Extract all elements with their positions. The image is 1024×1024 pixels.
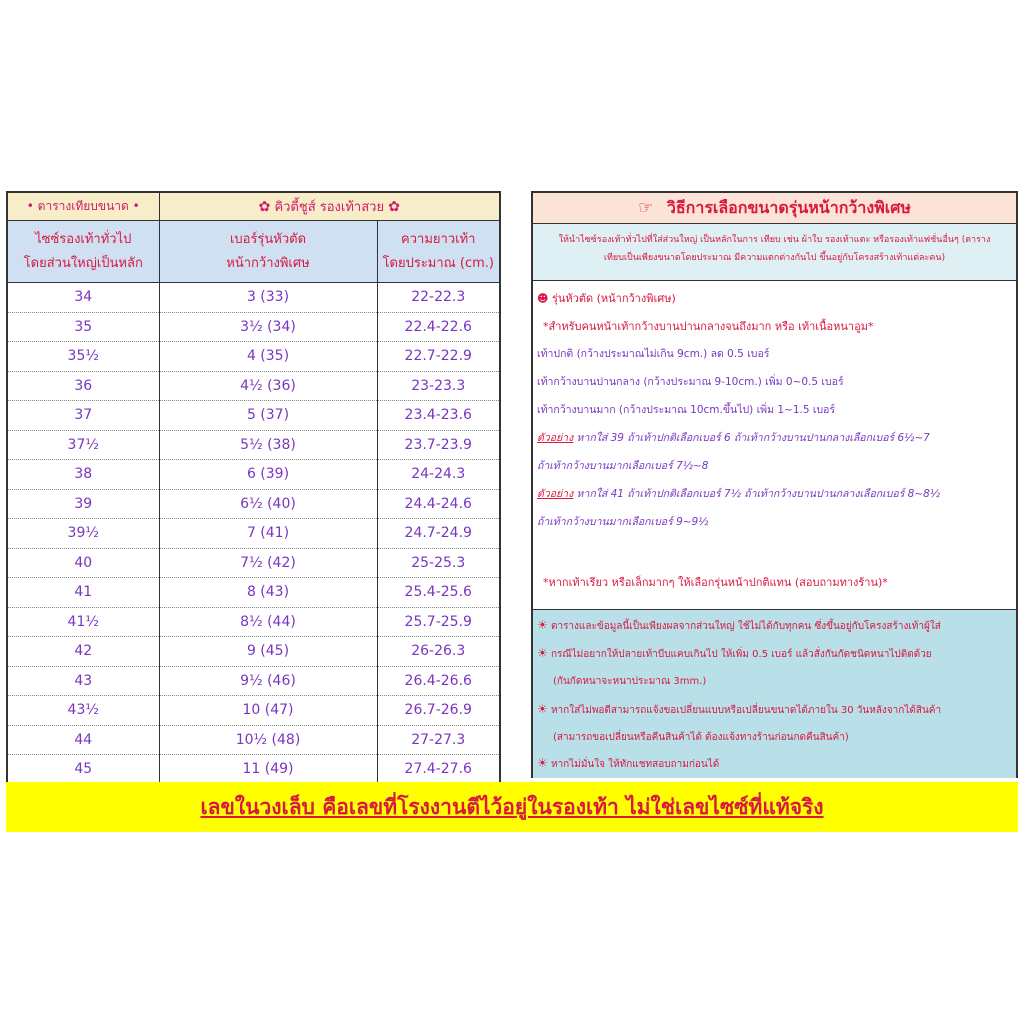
bottom-banner [6, 782, 1018, 832]
sun-icon: ☀ [537, 646, 548, 660]
foot-length-cell: 25-25.3 [377, 548, 500, 578]
foot-length-cell: 22.4-22.6 [377, 312, 500, 342]
banner-text: เลขในวงเล็บ คือเลขที่โรงงานตีไว้อยู่ในรองเท้า ไม่ใช่เลขไซซ์ที่แท้จริง [200, 795, 824, 819]
general-size-cell: 35 [7, 312, 159, 342]
foot-length-cell: 25.4-25.6 [377, 578, 500, 608]
table-row [7, 489, 500, 519]
table-body [7, 283, 500, 785]
foot-length-cell: 22-22.3 [377, 283, 500, 313]
table-row [7, 283, 500, 313]
rule-medium-wide: เท้ากว้างบานปานกลาง (กว้างประมาณ 9-10cm.) เพิ่ม 0~0.5 เบอร์ [537, 376, 844, 388]
general-size-cell: 43½ [7, 696, 159, 726]
note-3: ☀ หากใส่ไม่พอดีสามารถแจ้งขอเปลี่ยนแบบหรือเปลี่ยนขนาดได้ภายใน 30 วันหลังจากได้สินค้า [537, 702, 942, 716]
table-row [7, 607, 500, 637]
general-size-cell: 44 [7, 725, 159, 755]
general-size-cell: 45 [7, 755, 159, 785]
general-size-cell: 39 [7, 489, 159, 519]
foot-length-cell: 26-26.3 [377, 637, 500, 667]
note-2b: (กันกัดหนาจะหนาประมาณ 3mm.) [553, 676, 707, 687]
flower-icon: ✿ [388, 199, 400, 215]
general-size-cell: 34 [7, 283, 159, 313]
note-2: ☀ กรณีไม่อยากให้ปลายเท้าบีบแคบเกินไป ให้เพิ่ม 0.5 เบอร์ แล้วสั่งกันกัดชนิดหนาไปติดด้วย [537, 646, 932, 660]
header-general-size: ไซซ์รองเท้าทั่วไป โดยส่วนใหญ่เป็นหลัก [7, 221, 159, 283]
table-row [7, 548, 500, 578]
general-size-cell: 40 [7, 548, 159, 578]
general-size-cell: 37 [7, 401, 159, 431]
foot-length-cell: 27-27.3 [377, 725, 500, 755]
narrow-foot-note: *หากเท้าเรียว หรือเล็กมากๆ ให้เลือกรุ่นหน้าปกติแทน (สอบถามทางร้าน)* [543, 576, 888, 589]
size-comparison-table [6, 191, 501, 786]
example-1: ตัวอย่าง หากใส่ 39 ถ้าเท้าปกติเลือกเบอร์ 6 ถ้าเท้ากว้างบานปานกลางเลือกเบอร์ 6½~7 [537, 432, 930, 444]
table-row [7, 725, 500, 755]
foot-length-cell: 26.4-26.6 [377, 666, 500, 696]
wide-size-cell: 5 (37) [159, 401, 377, 431]
wide-size-cell: 6 (39) [159, 460, 377, 490]
sun-icon: ☀ [537, 618, 548, 632]
wide-size-cell: 10 (47) [159, 696, 377, 726]
wide-size-cell: 3 (33) [159, 283, 377, 313]
wide-size-cell: 6½ (40) [159, 489, 377, 519]
table-row [7, 666, 500, 696]
table-row [7, 371, 500, 401]
table-row [7, 430, 500, 460]
table-row [7, 578, 500, 608]
notes-box [533, 610, 1016, 778]
table-header-row [7, 221, 500, 283]
shop-title [159, 192, 500, 221]
note-3b: (สามารถขอเปลี่ยนหรือคืนสินค้าได้ ต้องแจ้งทางร้านก่อนกดคืนสินค้า) [553, 732, 849, 743]
foot-length-cell: 24-24.3 [377, 460, 500, 490]
foot-length-cell: 25.7-25.9 [377, 607, 500, 637]
table-row [7, 696, 500, 726]
header-wide-size: เบอร์รุ่นหัวตัด หน้ากว้างพิเศษ [159, 221, 377, 283]
wide-size-cell: 7½ (42) [159, 548, 377, 578]
sun-icon: ☀ [537, 702, 548, 716]
general-size-cell: 36 [7, 371, 159, 401]
sun-icon: ☀ [537, 756, 548, 770]
note-1: ☀ ตารางและข้อมูลนี้เป็นเพียงผลจากส่วนใหญ่ ใช้ไม่ได้กับทุกคน ซึ่งขึ้นอยู่กับโครงสร้างเท้าผู้ใส่ [537, 618, 941, 632]
table-row [7, 460, 500, 490]
wide-size-cell: 11 (49) [159, 755, 377, 785]
guide-panel [531, 191, 1018, 778]
wide-size-cell: 4 (35) [159, 342, 377, 372]
wide-size-cell: 3½ (34) [159, 312, 377, 342]
general-size-cell: 41½ [7, 607, 159, 637]
foot-length-cell: 23-23.3 [377, 371, 500, 401]
table-row [7, 637, 500, 667]
general-size-cell: 41 [7, 578, 159, 608]
wide-size-cell: 4½ (36) [159, 371, 377, 401]
foot-length-cell: 26.7-26.9 [377, 696, 500, 726]
guide-heading: ☻ รุ่นหัวตัด (หน้ากว้างพิเศษ) [537, 292, 676, 305]
example-1b: ถ้าเท้ากว้างบานมากเลือกเบอร์ 7½~8 [537, 460, 709, 472]
guide-subheading: *สำหรับคนหน้าเท้ากว้างบานปานกลางจนถึงมาก หรือ เท้าเนื้อหนาอูม* [543, 320, 874, 333]
table-title-left: • ตารางเทียบขนาด • [7, 192, 159, 221]
wide-size-cell: 10½ (48) [159, 725, 377, 755]
wide-size-cell: 9 (45) [159, 637, 377, 667]
general-size-cell: 37½ [7, 430, 159, 460]
general-size-cell: 35½ [7, 342, 159, 372]
guide-body [533, 281, 1016, 610]
wide-size-cell: 8½ (44) [159, 607, 377, 637]
foot-length-cell: 23.7-23.9 [377, 430, 500, 460]
guide-title: ☞ วิธีการเลือกขนาดรุ่นหน้ากว้างพิเศษ [533, 193, 1016, 224]
table-row [7, 401, 500, 431]
table-row [7, 755, 500, 785]
pointing-hand-icon: ☞ [638, 198, 654, 218]
guide-intro: ให้นำไซซ์รองเท้าทั่วไปที่ใส่ส่วนใหญ่ เป็นหลักในการ เทียบ เช่น ผ้าใบ รองเท้าแตะ หรือรองเท้าแฟชั่นอื่นๆ (ตาราง เทียบเป็นเพียงขนาดโดยประมาณ มีความแตกต่างกันไป ขึ้นอยู่กับโครงสร้างเท้าแต่ละคน) [533, 224, 1016, 281]
foot-length-cell: 22.7-22.9 [377, 342, 500, 372]
table-title-row [7, 192, 500, 221]
foot-length-cell: 27.4-27.6 [404, 761, 472, 778]
foot-length-cell: 24.4-24.6 [377, 489, 500, 519]
example-2b: ถ้าเท้ากว้างบานมากเลือกเบอร์ 9~9½ [537, 516, 709, 528]
general-size-cell: 39½ [7, 519, 159, 549]
foot-length-cell: 24.7-24.9 [377, 519, 500, 549]
shop-name: คิวตี้ชูส์ รองเท้าสวย [274, 200, 385, 215]
table-row [7, 342, 500, 372]
header-foot-length: ความยาวเท้า โดยประมาณ (cm.) [377, 221, 500, 283]
general-size-cell: 43 [7, 666, 159, 696]
example-2: ตัวอย่าง หากใส่ 41 ถ้าเท้าปกติเลือกเบอร์ 7½ ถ้าเท้ากว้างบานปานกลางเลือกเบอร์ 8~8½ [537, 488, 941, 500]
note-4: ☀ หากไม่มั่นใจ ให้ทักแชทสอบถามก่อนได้ [537, 756, 720, 770]
flower-icon: ✿ [258, 199, 271, 215]
table-row [7, 312, 500, 342]
wide-size-cell: 5½ (38) [159, 430, 377, 460]
table-row [7, 519, 500, 549]
general-size-cell: 38 [7, 460, 159, 490]
rule-normal: เท้าปกติ (กว้างประมาณไม่เกิน 9cm.) ลด 0.5 เบอร์ [537, 348, 770, 360]
wide-size-cell: 9½ (46) [159, 666, 377, 696]
foot-length-cell: 23.4-23.6 [377, 401, 500, 431]
wide-size-cell: 8 (43) [159, 578, 377, 608]
rule-very-wide: เท้ากว้างบานมาก (กว้างประมาณ 10cm.ขึ้นไป) เพิ่ม 1~1.5 เบอร์ [537, 404, 836, 416]
general-size-cell: 42 [7, 637, 159, 667]
smiley-icon: ☻ [537, 292, 549, 305]
wide-size-cell: 7 (41) [159, 519, 377, 549]
